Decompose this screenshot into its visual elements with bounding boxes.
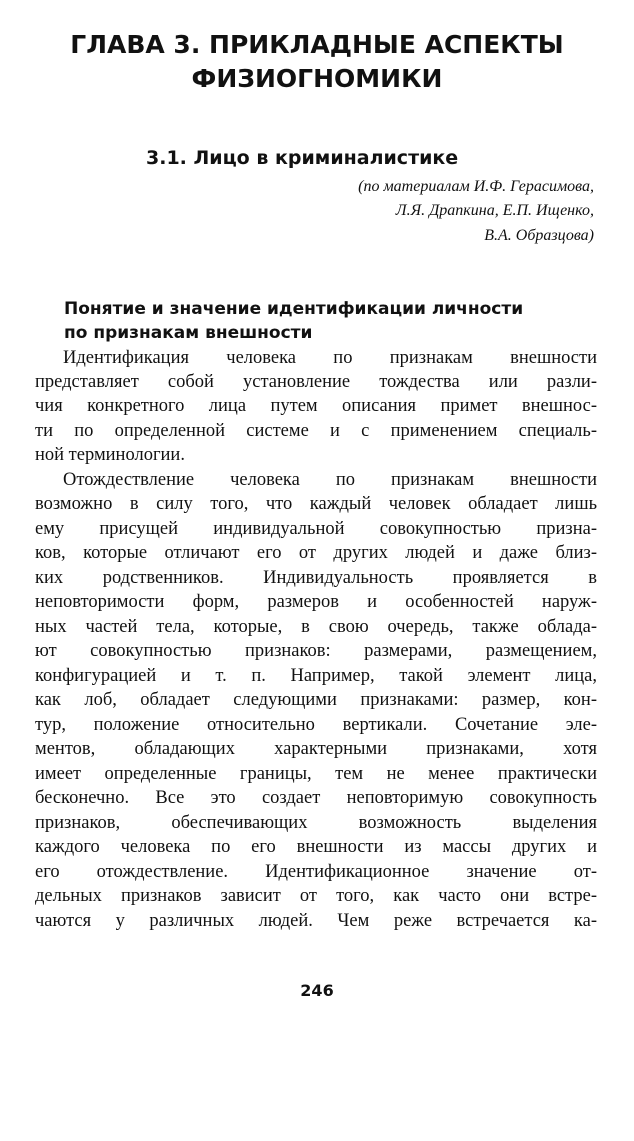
body-line: ной терминологии. xyxy=(35,445,185,465)
body-line: ков, которые отличают его от других людей и даже близ- xyxy=(35,543,597,563)
body-line: признаков, обеспечивающих возможность выделения xyxy=(35,813,597,833)
attribution-line-1: (по материалам И.Ф. Герасимова, xyxy=(358,178,594,195)
body-line: чия конкретного лица путем описания примет внешнос- xyxy=(35,396,597,416)
attribution-line-2: Л.Я. Драпкина, Е.П. Ищенко, xyxy=(395,202,594,219)
body-line: ти по определенной системе и с применением специаль- xyxy=(35,421,597,441)
body-line: ему присущей индивидуальной совокупностью призна- xyxy=(35,519,597,539)
body-line: каждого человека по его внешности из массы других и xyxy=(35,837,597,857)
body-line: Отождествление человека по признакам внешности xyxy=(63,470,597,490)
body-line: конфигурацией и т. п. Например, такой элемент лица, xyxy=(35,666,597,686)
body-line: тур, положение относительно вертикали. Сочетание эле- xyxy=(35,715,597,735)
chapter-title-line-2: ФИЗИОГНОМИКИ xyxy=(191,64,443,93)
body-line: неповторимости форм, размеров и особенностей наруж- xyxy=(35,592,597,612)
subsection-title-line-1: Понятие и значение идентификации личности xyxy=(64,299,524,319)
body-line: представляет собой установление тождества или разли- xyxy=(35,372,597,392)
body-line: ют совокупностью признаков: размерами, размещением, xyxy=(35,641,597,661)
body-line: ных частей тела, которые, в свою очередь, также облада- xyxy=(35,617,597,637)
body-line: возможно в силу того, что каждый человек обладает лишь xyxy=(35,494,597,514)
body-line: бесконечно. Все это создает неповторимую совокупность xyxy=(35,788,597,808)
body-line: Идентификация человека по признакам внешности xyxy=(63,348,597,368)
chapter-title-line-1: ГЛАВА 3. ПРИКЛАДНЫЕ АСПЕКТЫ xyxy=(70,30,564,59)
attribution-line-3: В.А. Образцова) xyxy=(484,227,594,244)
body-line: ментов, обладающих характерными признаками, хотя xyxy=(35,739,597,759)
subsection-title-line-2: по признакам внешности xyxy=(64,323,313,343)
body-line: дельных признаков зависит от того, как часто они встре- xyxy=(35,886,597,906)
body-line: как лоб, обладает следующими признаками: размер, кон- xyxy=(35,690,597,710)
body-line: его отождествление. Идентификационное значение от- xyxy=(35,862,597,882)
body-line: ких родственников. Индивидуальность проявляется в xyxy=(35,568,597,588)
body-line: имеет определенные границы, тем не менее практически xyxy=(35,764,597,784)
section-title: 3.1. Лицо в криминалистике xyxy=(146,147,459,169)
body-line: чаются у различных людей. Чем реже встречается ка- xyxy=(35,911,597,931)
page-number: 246 xyxy=(300,981,334,1000)
